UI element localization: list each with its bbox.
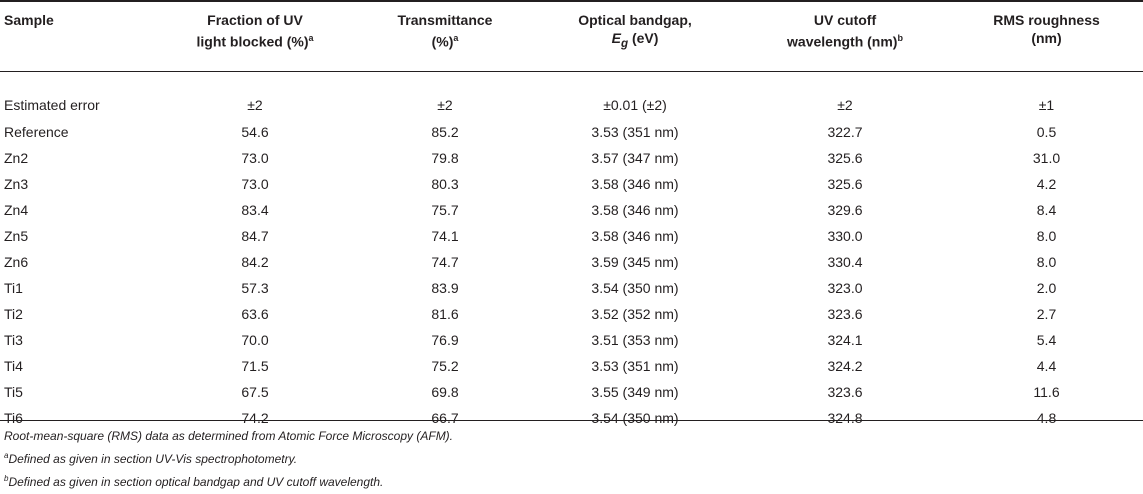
subscript-g: g: [620, 36, 629, 50]
cell-transmittance: ±2: [437, 97, 453, 113]
header-line2: (%): [431, 33, 454, 50]
cell-fraction-uv-blocked: 73.0: [241, 150, 269, 166]
table-row: [0, 275, 1143, 301]
cell-uv-cutoff: 330.4: [827, 254, 863, 270]
col-header-transmittance: [360, 2, 530, 80]
footnote-b: [4, 469, 1134, 492]
header-line2: wavelength (nm): [787, 33, 898, 50]
cell-transmittance: 75.7: [431, 202, 459, 218]
cell-fraction-uv-blocked: 57.3: [241, 280, 269, 296]
cell-fraction-uv-blocked: 84.7: [241, 228, 269, 244]
cell-uv-cutoff: 330.0: [827, 228, 863, 244]
header-text: Sample: [4, 12, 54, 28]
cell-sample: Zn2: [4, 150, 29, 166]
cell-uv-cutoff: 324.1: [827, 332, 863, 348]
footnote-mark-b: b: [897, 33, 903, 43]
table-footnotes: [4, 426, 1134, 492]
cell-transmittance: 83.9: [431, 280, 459, 296]
cell-uv-cutoff: 323.6: [827, 384, 863, 400]
cell-sample: Reference: [4, 124, 69, 140]
cell-transmittance: 75.2: [431, 358, 459, 374]
cell-sample: Zn6: [4, 254, 29, 270]
header-unit: (eV): [628, 30, 659, 46]
cell-sample: Zn3: [4, 176, 29, 192]
cell-uv-cutoff: 329.6: [827, 202, 863, 218]
data-table: [0, 2, 1143, 431]
footnote-a-mark: a: [4, 451, 9, 460]
cell-rms-roughness: 2.0: [1036, 280, 1057, 296]
col-header-optical-bandgap: [530, 2, 740, 80]
header-line1: Fraction of UV: [207, 12, 303, 28]
cell-fraction-uv-blocked: 71.5: [241, 358, 269, 374]
cell-transmittance: 81.6: [431, 306, 459, 322]
cell-rms-roughness: ±1: [1038, 97, 1055, 113]
table-row: [0, 353, 1143, 379]
cell-uv-cutoff: 322.7: [827, 124, 863, 140]
cell-uv-cutoff: ±2: [837, 97, 853, 113]
cell-sample: Ti3: [4, 332, 23, 348]
cell-optical-bandgap: 3.54 (350 nm): [591, 280, 679, 296]
cell-sample: Zn4: [4, 202, 29, 218]
cell-fraction-uv-blocked: 70.0: [241, 332, 269, 348]
table-body: [0, 80, 1143, 431]
cell-sample: Ti5: [4, 384, 23, 400]
cell-fraction-uv-blocked: 73.0: [241, 176, 269, 192]
table-row: [0, 197, 1143, 223]
cell-rms-roughness: 31.0: [1032, 150, 1061, 166]
cell-sample: Ti2: [4, 306, 23, 322]
cell-optical-bandgap: 3.51 (353 nm): [591, 332, 679, 348]
footnote-mark-a: a: [453, 33, 459, 43]
cell-optical-bandgap: ±0.01 (±2): [603, 97, 667, 113]
cell-optical-bandgap: 3.58 (346 nm): [591, 228, 679, 244]
cell-rms-roughness: 0.5: [1036, 124, 1057, 140]
cell-optical-bandgap: 3.58 (346 nm): [591, 176, 679, 192]
cell-transmittance: 66.7: [431, 410, 459, 426]
symbol-e: E: [611, 30, 621, 46]
cell-transmittance: 74.7: [431, 254, 459, 270]
cell-fraction-uv-blocked: ±2: [247, 97, 263, 113]
cell-fraction-uv-blocked: 63.6: [241, 306, 269, 322]
cell-optical-bandgap: 3.54 (350 nm): [591, 410, 679, 426]
cell-rms-roughness: 2.7: [1036, 306, 1057, 322]
cell-transmittance: 74.1: [431, 228, 459, 244]
cell-rms-roughness: 4.2: [1036, 176, 1057, 192]
cell-uv-cutoff: 323.6: [827, 306, 863, 322]
col-header-fraction-uv-blocked: [150, 2, 360, 80]
table-row: [0, 301, 1143, 327]
header-line2: light blocked (%): [196, 33, 309, 50]
cell-transmittance: 76.9: [431, 332, 459, 348]
cell-uv-cutoff: 323.0: [827, 280, 863, 296]
cell-fraction-uv-blocked: 67.5: [241, 384, 269, 400]
cell-uv-cutoff: 324.8: [827, 410, 863, 426]
table-row: [0, 327, 1143, 353]
cell-fraction-uv-blocked: 83.4: [241, 202, 269, 218]
cell-optical-bandgap: 3.52 (352 nm): [591, 306, 679, 322]
header-row: [0, 2, 1143, 80]
estimated-error-row: [0, 80, 1143, 119]
cell-rms-roughness: 5.4: [1036, 332, 1057, 348]
header-line1: RMS roughness: [993, 12, 1100, 28]
footnote-rms: Root-mean-square (RMS) data as determined from Atomic Force Microscopy (AFM).: [4, 429, 454, 443]
col-header-sample: [0, 2, 150, 80]
table-row: [0, 171, 1143, 197]
cell-sample: Estimated error: [4, 97, 100, 113]
cell-rms-roughness: 8.4: [1036, 202, 1057, 218]
col-header-rms-roughness: [950, 2, 1143, 80]
cell-transmittance: 79.8: [431, 150, 459, 166]
header-line1: Optical bandgap,: [578, 12, 692, 28]
cell-uv-cutoff: 324.2: [827, 358, 863, 374]
cell-transmittance: 80.3: [431, 176, 459, 192]
cell-optical-bandgap: 3.59 (345 nm): [591, 254, 679, 270]
table-row: [0, 145, 1143, 171]
cell-optical-bandgap: 3.53 (351 nm): [591, 358, 679, 374]
cell-sample: Ti1: [4, 280, 23, 296]
cell-uv-cutoff: 325.6: [827, 176, 863, 192]
table-row: [0, 249, 1143, 275]
cell-optical-bandgap: 3.53 (351 nm): [591, 124, 679, 140]
cell-sample: Ti6: [4, 410, 23, 426]
footnote-a: [4, 446, 1134, 469]
cell-optical-bandgap: 3.58 (346 nm): [591, 202, 679, 218]
table-row: [0, 223, 1143, 249]
cell-fraction-uv-blocked: 74.2: [241, 410, 269, 426]
footnote-b-text: Defined as given in section optical bandgap and UV cutoff wavelength.: [8, 475, 384, 489]
cell-optical-bandgap: 3.55 (349 nm): [591, 384, 679, 400]
col-header-uv-cutoff: [740, 2, 950, 80]
header-line1: Transmittance: [397, 12, 493, 28]
cell-optical-bandgap: 3.57 (347 nm): [591, 150, 679, 166]
footnote-mark-a: a: [308, 33, 314, 43]
header-line1: UV cutoff: [813, 12, 877, 28]
cell-rms-roughness: 8.0: [1036, 228, 1057, 244]
cell-sample: Zn5: [4, 228, 29, 244]
header-line2: (nm): [1031, 30, 1062, 46]
footnote-a-text: Defined as given in section UV-Vis spectrophotometry.: [8, 452, 298, 466]
cell-rms-roughness: 4.8: [1036, 410, 1057, 426]
cell-rms-roughness: 4.4: [1036, 358, 1057, 374]
cell-rms-roughness: 11.6: [1033, 384, 1060, 400]
table-row: [0, 379, 1143, 405]
cell-transmittance: 85.2: [431, 124, 459, 140]
cell-fraction-uv-blocked: 84.2: [241, 254, 269, 270]
table-row: [0, 119, 1143, 145]
footnote-b-mark: b: [4, 474, 9, 483]
cell-uv-cutoff: 325.6: [827, 150, 863, 166]
cell-fraction-uv-blocked: 54.6: [241, 124, 269, 140]
cell-rms-roughness: 8.0: [1036, 254, 1057, 270]
cell-transmittance: 69.8: [431, 384, 459, 400]
cell-sample: Ti4: [4, 358, 23, 374]
